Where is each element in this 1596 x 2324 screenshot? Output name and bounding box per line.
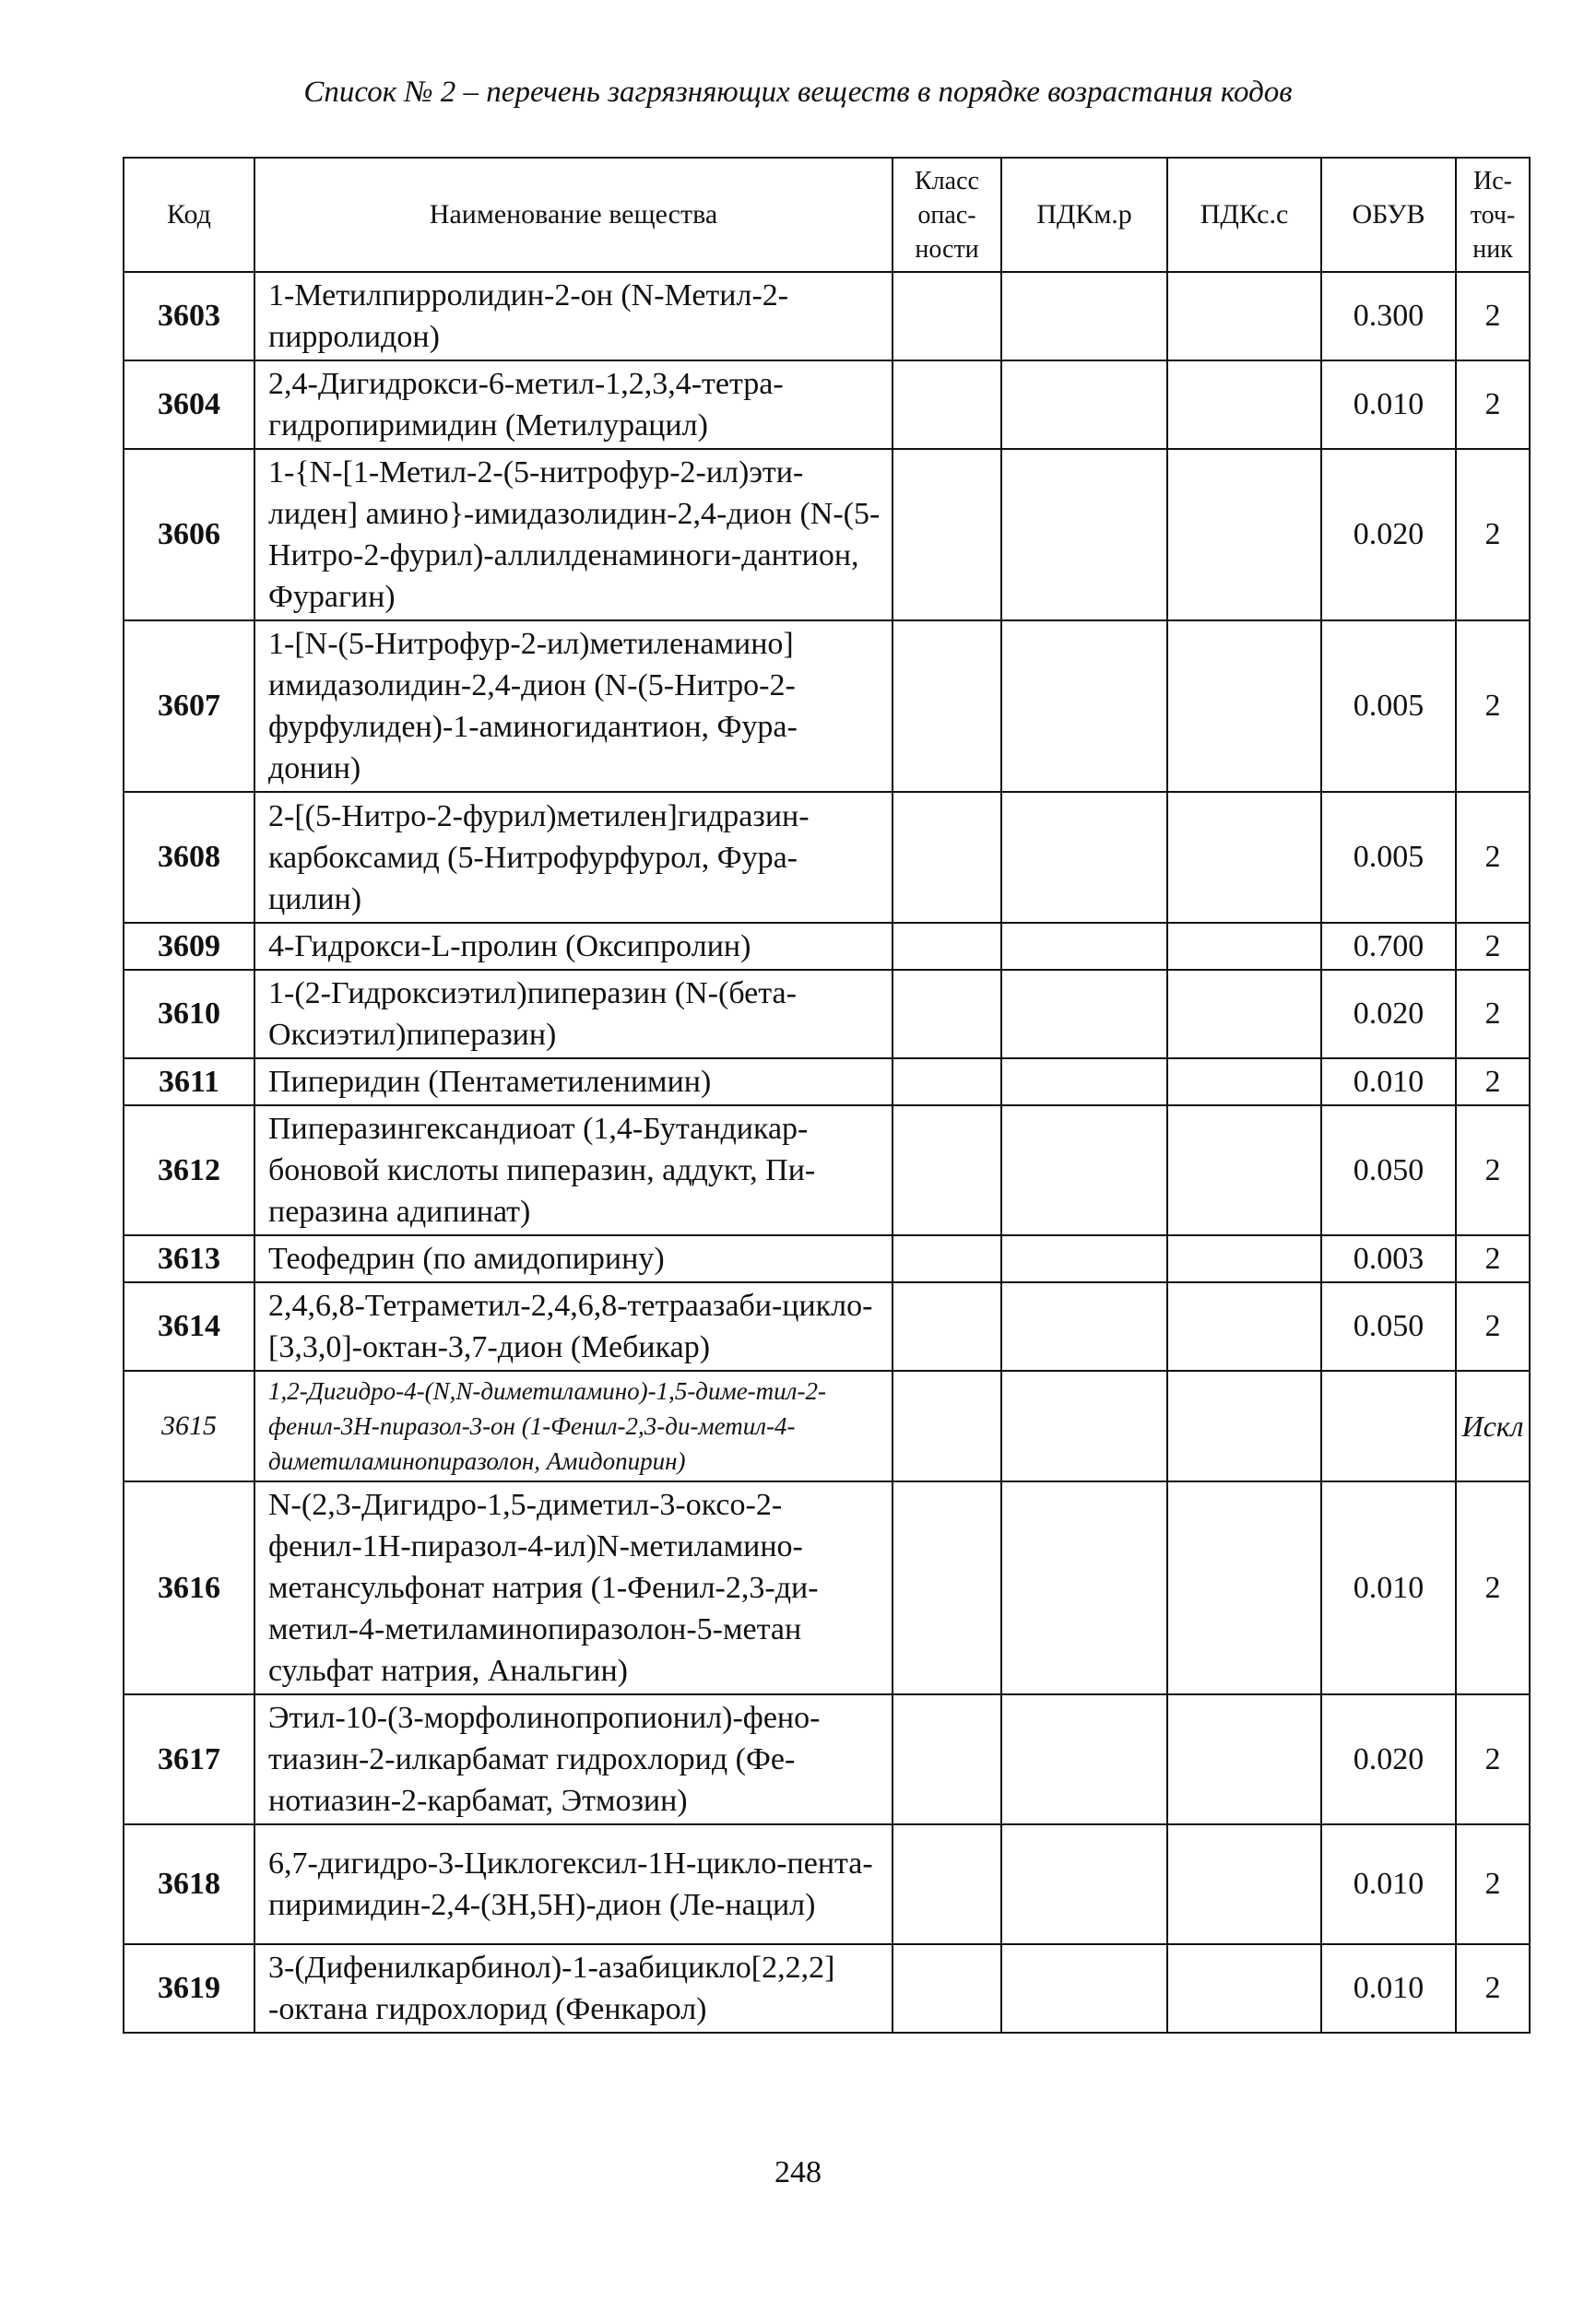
hazard-class-cell [893,1058,1001,1105]
page-number: 248 [774,2155,822,2189]
header-obuv: ОБУВ [1321,158,1456,272]
pdk-ss-cell [1167,792,1321,923]
header-hazard-class: Класс опас-ности [893,158,1001,272]
obuv-cell: 0.300 [1321,272,1456,360]
table-row [124,970,1530,1058]
table-row [124,1481,1530,1694]
pdk-ss-cell [1167,1944,1321,2033]
obuv-cell: 0.700 [1321,923,1456,970]
obuv-cell: 0.005 [1321,792,1456,923]
pdk-ss-cell [1167,1481,1321,1694]
source-cell: 2 [1456,1944,1530,2033]
pdk-mr-cell [1001,1105,1167,1235]
source-cell: 2 [1456,620,1530,792]
source-cell: 2 [1456,1481,1530,1694]
substance-name-cell: 4-Гидрокси-L-пролин (Оксипролин) [254,923,893,970]
obuv-cell: 0.010 [1321,1481,1456,1694]
pdk-ss-cell [1167,1235,1321,1282]
pdk-mr-cell [1001,620,1167,792]
code-cell: 3617 [124,1694,254,1824]
code-cell: 3614 [124,1282,254,1371]
table-row [124,272,1530,360]
pdk-mr-cell [1001,1235,1167,1282]
pdk-ss-cell [1167,360,1321,449]
source-cell: 2 [1456,449,1530,620]
obuv-cell: 0.050 [1321,1282,1456,1371]
pdk-mr-cell [1001,1824,1167,1944]
obuv-cell: 0.020 [1321,1694,1456,1824]
obuv-cell: 0.020 [1321,449,1456,620]
pdk-ss-cell [1167,1824,1321,1944]
hazard-class-cell [893,1371,1001,1481]
table-row [124,1371,1530,1481]
source-cell: 2 [1456,1282,1530,1371]
code-cell: 3619 [124,1944,254,2033]
obuv-cell: 0.010 [1321,1944,1456,2033]
pdk-ss-cell [1167,1105,1321,1235]
hazard-class-cell [893,620,1001,792]
hazard-class-cell [893,1824,1001,1944]
pdk-ss-cell [1167,1371,1321,1481]
source-cell: 2 [1456,923,1530,970]
table-row [124,449,1530,620]
pdk-mr-cell [1001,970,1167,1058]
substance-name-cell: N-(2,3-Дигидро-1,5-диметил-3-оксо-2-фенил-1Н-пиразол-4-ил)N-метиламино-метансульфонат натрия (1-Фенил-2,3-ди-метил-4-метиламинопиразолон-5-метан сульфат натрия, Анальгин) [254,1481,893,1694]
code-cell: 3606 [124,449,254,620]
source-cell: 2 [1456,792,1530,923]
table-row [124,1058,1530,1105]
table-row [124,1282,1530,1371]
header-pdk-mr: ПДКм.р [1001,158,1167,272]
pdk-mr-cell [1001,1371,1167,1481]
table-header-row [124,158,1530,272]
source-cell: 2 [1456,1694,1530,1824]
pollutants-table [123,157,1531,2034]
substance-name-cell: 1,2-Дигидро-4-(N,N-диметиламино)-1,5-диме-тил-2-фенил-3Н-пиразол-3-он (1-Фенил-2,3-ди-метил-4-диметиламинопиразолон, Амидопирин) [254,1371,893,1481]
hazard-class-cell [893,1235,1001,1282]
hazard-class-cell [893,449,1001,620]
hazard-class-cell [893,923,1001,970]
source-cell: 2 [1456,970,1530,1058]
substance-name-cell: 1-(2-Гидроксиэтил)пиперазин (N-(бета-Оксиэтил)пиперазин) [254,970,893,1058]
obuv-cell: 0.010 [1321,1058,1456,1105]
substance-name-cell: 1-[N-(5-Нитрофур-2-ил)метиленамино] имидазолидин-2,4-дион (N-(5-Нитро-2-фурфулиден)-1-аминогидантион, Фура-донин) [254,620,893,792]
hazard-class-cell [893,1694,1001,1824]
substance-name-cell: 1-{N-[1-Метил-2-(5-нитрофур-2-ил)эти-лиден] амино}-имидазолидин-2,4-дион (N-(5-Нитро-2-фурил)-аллилденаминоги-дантион, Фурагин) [254,449,893,620]
code-cell: 3609 [124,923,254,970]
hazard-class-cell [893,1282,1001,1371]
code-cell: 3603 [124,272,254,360]
substance-name-cell: Пиперазингександиоат (1,4-Бутандикар-боновой кислоты пиперазин, аддукт, Пи-перазина адипинат) [254,1105,893,1235]
table-row [124,360,1530,449]
table-row [124,1694,1530,1824]
source-cell: 2 [1456,1824,1530,1944]
substance-name-cell: 1-Метилпирролидин-2-он (N-Метил-2-пирролидон) [254,272,893,360]
pdk-mr-cell [1001,1694,1167,1824]
pdk-mr-cell [1001,449,1167,620]
table-row [124,1235,1530,1282]
table-row [124,1824,1530,1944]
hazard-class-cell [893,1944,1001,2033]
code-cell: 3613 [124,1235,254,1282]
code-cell: 3608 [124,792,254,923]
table-row [124,792,1530,923]
obuv-cell: 0.010 [1321,360,1456,449]
pdk-mr-cell [1001,272,1167,360]
pdk-ss-cell [1167,1282,1321,1371]
hazard-class-cell [893,272,1001,360]
substance-name-cell: 2,4,6,8-Тетраметил-2,4,6,8-тетраазаби-цикло-[3,3,0]-октан-3,7-дион (Мебикар) [254,1282,893,1371]
hazard-class-cell [893,1481,1001,1694]
source-cell: Искл [1456,1371,1530,1481]
hazard-class-cell [893,1105,1001,1235]
source-cell: 2 [1456,272,1530,360]
substance-name-cell: 2,4-Дигидрокси-6-метил-1,2,3,4-тетра-гидропиримидин (Метилурацил) [254,360,893,449]
substance-name-cell: 3-(Дифенилкарбинол)-1-азабицикло[2,2,2] -октана гидрохлорид (Фенкарол) [254,1944,893,2033]
substance-name-cell: Этил-10-(3-морфолинопропионил)-фено-тиазин-2-илкарбамат гидрохлорид (Фе-нотиазин-2-карбамат, Этмозин) [254,1694,893,1824]
substance-name-cell: Пиперидин (Пентаметиленимин) [254,1058,893,1105]
obuv-cell: 0.010 [1321,1824,1456,1944]
code-cell: 3610 [124,970,254,1058]
pdk-ss-cell [1167,620,1321,792]
hazard-class-cell [893,970,1001,1058]
page-title: Список № 2 – перечень загрязняющих веществ в порядке возрастания кодов [303,76,1293,109]
substance-name-cell: 2-[(5-Нитро-2-фурил)метилен]гидразин-карбоксамид (5-Нитрофурфурол, Фура-цилин) [254,792,893,923]
pdk-mr-cell [1001,360,1167,449]
pdk-mr-cell [1001,1481,1167,1694]
source-cell: 2 [1456,360,1530,449]
table-row [124,1944,1530,2033]
source-cell: 2 [1456,1235,1530,1282]
table-row [124,620,1530,792]
pdk-ss-cell [1167,272,1321,360]
code-cell: 3611 [124,1058,254,1105]
substance-name-cell: 6,7-дигидро-3-Циклогексил-1Н-цикло-пента-пиримидин-2,4-(3Н,5Н)-дион (Ле-нацил) [254,1824,893,1944]
obuv-cell: 0.020 [1321,970,1456,1058]
header-pdk-ss: ПДКс.с [1167,158,1321,272]
code-cell: 3607 [124,620,254,792]
table-row [124,923,1530,970]
source-cell: 2 [1456,1105,1530,1235]
header-source: Ис-точ-ник [1456,158,1530,272]
pdk-ss-cell [1167,923,1321,970]
pdk-ss-cell [1167,449,1321,620]
pdk-mr-cell [1001,1058,1167,1105]
source-cell: 2 [1456,1058,1530,1105]
pdk-ss-cell [1167,1694,1321,1824]
obuv-cell [1321,1371,1456,1481]
table-row [124,1105,1530,1235]
obuv-cell: 0.005 [1321,620,1456,792]
pdk-ss-cell [1167,970,1321,1058]
pdk-mr-cell [1001,1944,1167,2033]
pdk-mr-cell [1001,792,1167,923]
header-name: Наименование вещества [254,158,893,272]
pdk-ss-cell [1167,1058,1321,1105]
obuv-cell: 0.050 [1321,1105,1456,1235]
code-cell: 3615 [124,1371,254,1481]
code-cell: 3618 [124,1824,254,1944]
hazard-class-cell [893,792,1001,923]
substance-name-cell: Теофедрин (по амидопирину) [254,1235,893,1282]
obuv-cell: 0.003 [1321,1235,1456,1282]
pdk-mr-cell [1001,1282,1167,1371]
hazard-class-cell [893,360,1001,449]
header-code: Код [124,158,254,272]
code-cell: 3604 [124,360,254,449]
pdk-mr-cell [1001,923,1167,970]
code-cell: 3616 [124,1481,254,1694]
code-cell: 3612 [124,1105,254,1235]
